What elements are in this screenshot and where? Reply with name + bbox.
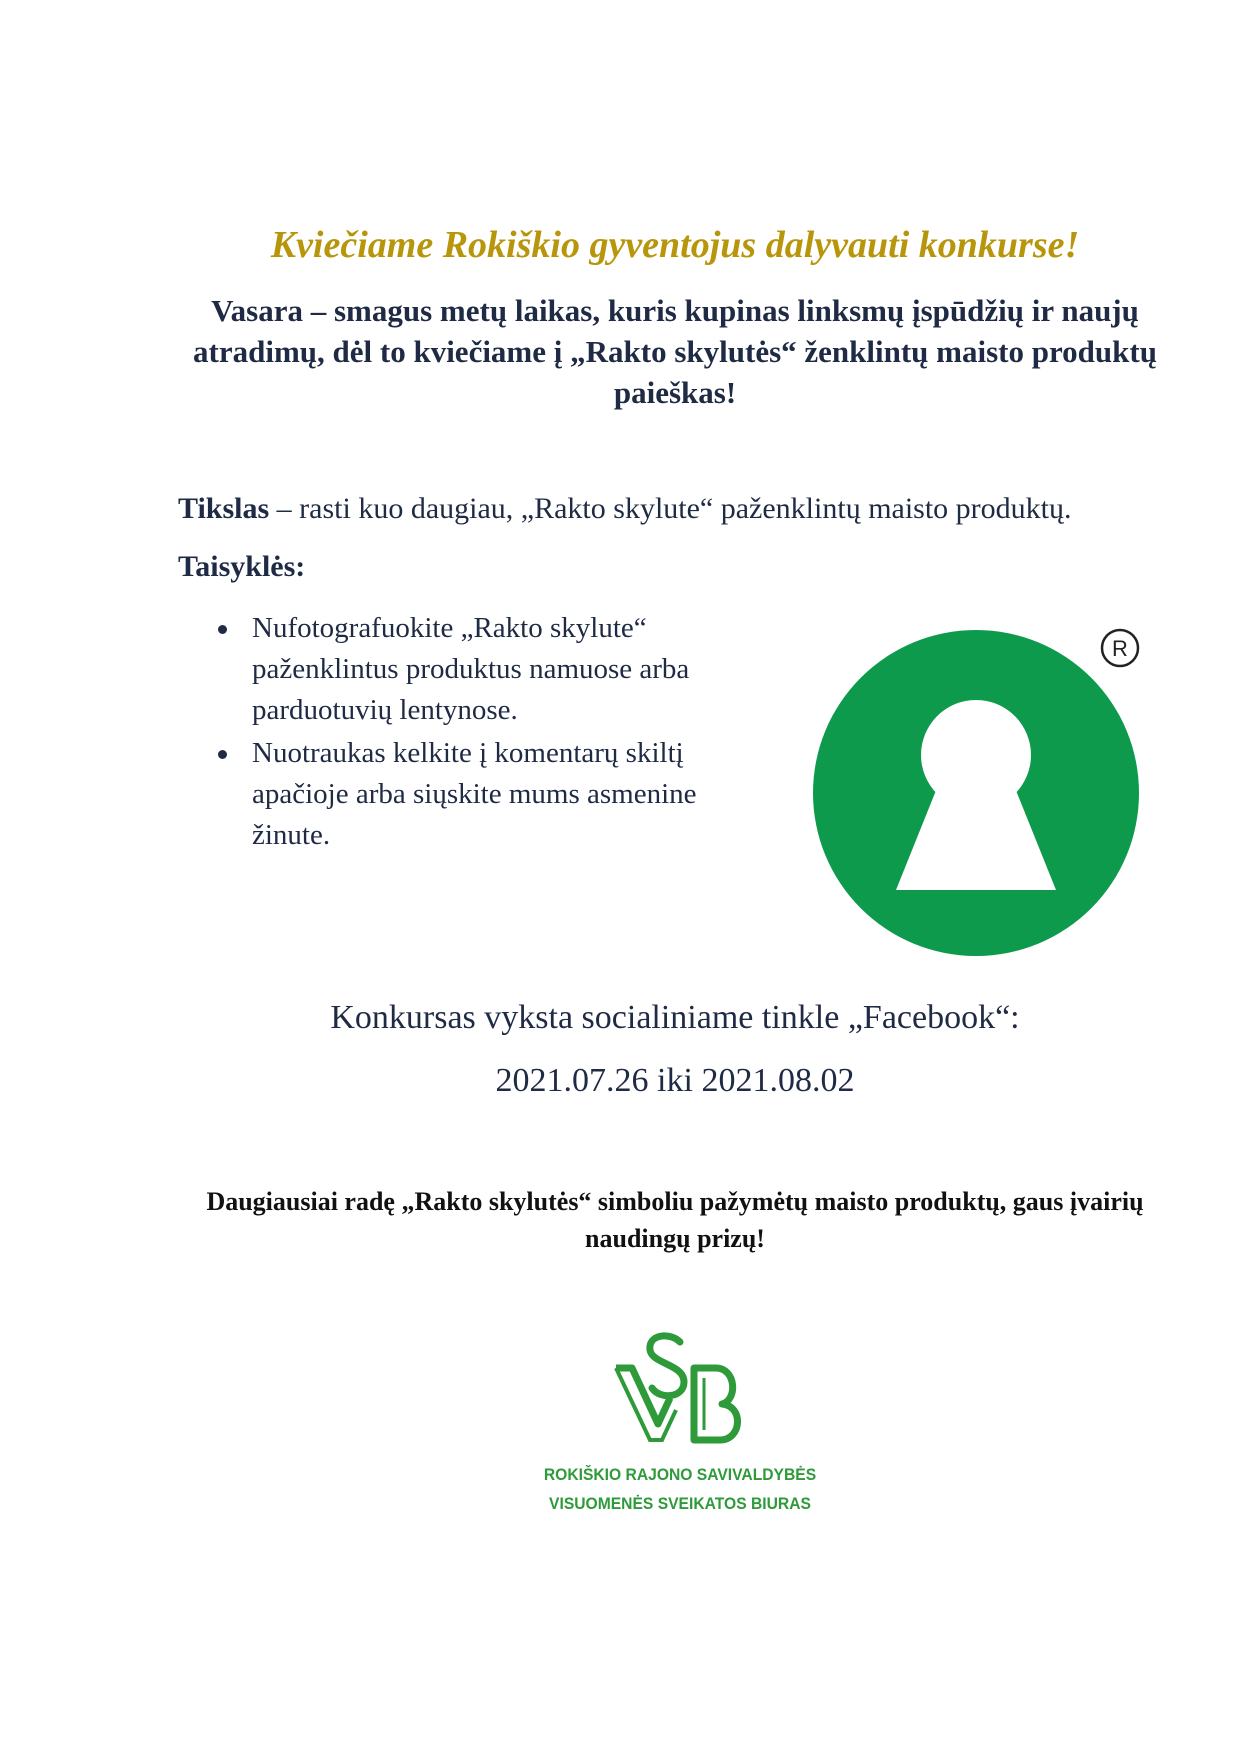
bullet-icon [218,750,227,759]
organization-name-line1: ROKIŠKIO RAJONO SAVIVALDYBĖS [543,1465,817,1484]
rule-text: Nufotografuokite „Rakto skylute“ paženklintus produktus namuose arba parduotuvių lentynose. [252,612,690,726]
vsb-logo-s [650,1336,684,1396]
contest-line: Konkursas vyksta socialiniame tinkle „Facebook“: [330,999,1020,1036]
vsb-logo-b [694,1368,738,1440]
keyhole-logo [808,628,1158,968]
goal-paragraph [178,490,1178,528]
organization-name [514,1460,845,1518]
goal-text: – rasti kuo daugiau, „Rakto skylute“ paženklintų maisto produktų. [269,492,1072,525]
rules-list [214,608,774,858]
page-title: Kviečiame Rokiškio gyventojus dalyvauti konkurse! [270,224,1080,266]
goal-label: Tikslas [178,492,270,525]
intro-text: Vasara – smagus metų laikas, kuris kupinas linksmų įspūdžių ir naujų atradimų, dėl to kviečiame į „Rakto skylutės“ ženklintų maisto produktų paieškas! [193,293,1157,410]
bullet-icon [218,625,227,634]
organization-name-line2: VISUOMENĖS SVEIKATOS BIURAS [549,1494,811,1513]
list-item [214,733,774,856]
rule-text: Nuotraukas kelkite į komentarų skiltį apačioje arba siųskite mums asmenine žinute. [252,737,697,851]
contest-dates: 2021.07.26 iki 2021.08.02 [495,1062,855,1099]
list-item [214,608,774,731]
vsb-logo [610,1328,750,1450]
rules-heading: Taisyklės: [178,550,306,583]
prize-text: Daugiausiai radę „Rakto skylutės“ simboliu pažymėtų maisto produktų, gaus įvairių naudingų prizų! [206,1187,1144,1253]
registered-mark-letter: R [1112,636,1128,661]
